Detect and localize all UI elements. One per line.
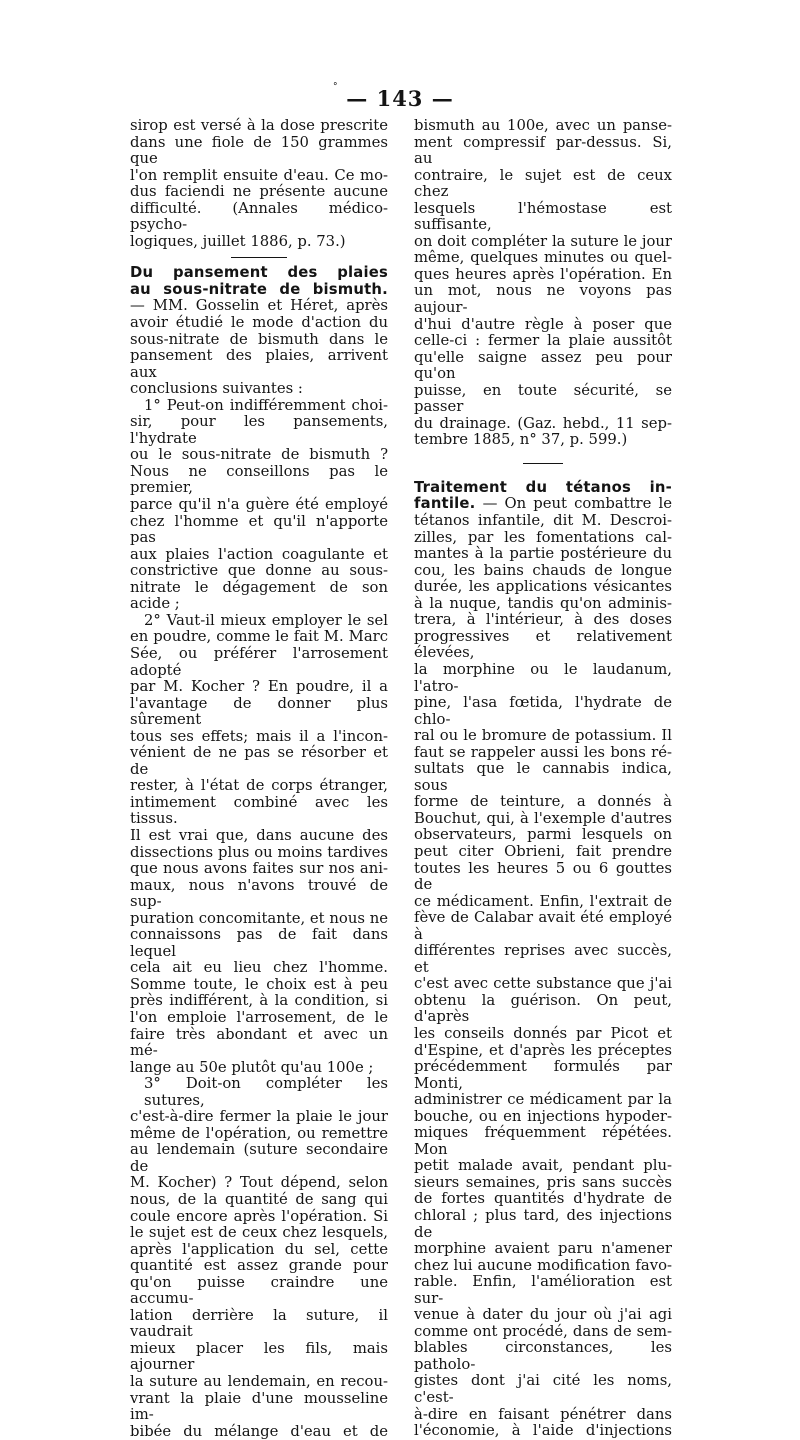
text-line: avoir étudié le mode d'action du bbox=[130, 314, 388, 332]
text-line: ment compressif par-dessus. Si, au bbox=[414, 133, 672, 168]
text-line: différentes reprises avec succès, et bbox=[414, 942, 672, 976]
text-line: puration concomitante, et nous ne bbox=[130, 909, 388, 927]
page-number: — 143 — bbox=[346, 86, 454, 111]
text-line: lesquels l'hémostase est suffisante, bbox=[414, 199, 672, 234]
text-line: conclusions suivantes : bbox=[130, 380, 303, 398]
paragraph-tetanos bbox=[414, 480, 672, 1440]
text-line: venue à dater du jour où j'ai agi bbox=[414, 1306, 672, 1324]
text-line: administrer ce médicament par la bbox=[414, 1091, 672, 1109]
text-line: lange au 50e plutôt qu'au 100e ; bbox=[130, 1058, 374, 1076]
text-line: peut citer Obrieni, fait prendre bbox=[414, 842, 672, 860]
text-line: coule encore après l'opération. Si bbox=[130, 1207, 388, 1225]
text-line: dissections plus ou moins tardives bbox=[130, 843, 388, 861]
text-line: trera, à l'intérieur, à des doses bbox=[414, 611, 672, 629]
text-line: cou, les bains chauds de longue bbox=[414, 561, 672, 579]
header-mark: ° bbox=[333, 82, 339, 92]
text-line: c'est avec cette substance que j'ai bbox=[414, 975, 672, 993]
paragraph-point-2 bbox=[130, 613, 388, 1076]
text-line: dus faciendi ne présente aucune bbox=[130, 183, 388, 201]
section-heading-bismuth bbox=[130, 265, 388, 298]
text-line: même, quelques minutes ou quel- bbox=[414, 249, 672, 267]
text-fragment: — On peut combattre le bbox=[482, 495, 672, 513]
text-line: qu'on puisse craindre une accumu- bbox=[130, 1273, 388, 1308]
text-line: au lendemain (suture secondaire de bbox=[130, 1141, 388, 1175]
text-line: morphine avaient paru n'amener bbox=[414, 1240, 672, 1258]
text-line: sultats que le cannabis indica, sous bbox=[414, 760, 672, 794]
paragraph-point-1 bbox=[130, 398, 388, 613]
text-line: pansement des plaies, arrivent aux bbox=[130, 347, 388, 381]
paragraph-gosselin bbox=[130, 298, 388, 397]
text-line: maux, nous n'avons trouvé de sup- bbox=[130, 876, 388, 911]
text-line: rable. Enfin, l'amélioration est sur- bbox=[414, 1273, 672, 1307]
text-line: faut se rappeler aussi les bons ré- bbox=[414, 743, 672, 761]
text-line: faire très abondant et avec un mé- bbox=[130, 1025, 388, 1060]
text-line: précédemment formulés par Monti, bbox=[414, 1058, 672, 1092]
text-line: logiques, juillet 1886, p. 73.) bbox=[130, 232, 346, 250]
text-line: sous-nitrate de bismuth dans le bbox=[130, 330, 388, 348]
text-line: d'hui d'autre règle à poser que bbox=[414, 315, 672, 333]
text-line: l'on emploie l'arrosement, de le bbox=[130, 1008, 388, 1026]
text-line: progressives et relativement élevées, bbox=[414, 627, 672, 662]
text-line: parce qu'il n'a guère été employé bbox=[130, 496, 388, 514]
text-line: sirop est versé à la dose prescrite bbox=[130, 117, 388, 134]
text-line: aux plaies l'action coagulante et bbox=[130, 545, 388, 563]
text-line: sieurs semaines, pris sans succès bbox=[414, 1173, 672, 1191]
text-line: Il est vrai que, dans aucune des bbox=[130, 826, 388, 844]
text-line: ce médicament. Enfin, l'extrait de bbox=[414, 892, 672, 910]
text-line: mantes à la partie postérieure du bbox=[414, 545, 672, 563]
text-line: l'avantage de donner plus sûrement bbox=[130, 694, 388, 729]
text-line: tous ses effets; mais il a l'incon- bbox=[130, 727, 388, 745]
text-line: connaissons pas de fait dans lequel bbox=[130, 926, 388, 960]
text-line: bismuth au 100e, avec un panse- bbox=[414, 117, 672, 134]
paragraph-sirop bbox=[130, 118, 388, 250]
text-line: celle-ci : fermer la plaie aussitôt bbox=[414, 332, 672, 350]
text-line: même de l'opération, ou remettre bbox=[130, 1124, 388, 1142]
text-line: Sée, ou préférer l'arrosement adopté bbox=[130, 644, 388, 679]
text-line: chez l'homme et qu'il n'apporte pas bbox=[130, 512, 388, 547]
text-line: petit malade avait, pendant plu- bbox=[414, 1157, 672, 1175]
text-line: que nous avons faites sur nos ani- bbox=[130, 860, 388, 878]
text-line: ques heures après l'opération. En bbox=[414, 265, 672, 283]
text-line: bibée du mélange d'eau et de bbox=[130, 1422, 388, 1440]
text-line: l'économie, à l'aide d'injections bbox=[414, 1422, 672, 1440]
text-line: fève de Calabar avait été employé à bbox=[414, 909, 672, 943]
text-line: près indifférent, à la condition, si bbox=[130, 992, 388, 1010]
text-line: 3° Doit-on compléter les sutures, bbox=[144, 1075, 388, 1109]
text-line: zilles, par les fomentations cal- bbox=[414, 528, 672, 546]
text-line: observateurs, parmi lesquels on bbox=[414, 826, 672, 844]
text-line: gistes dont j'ai cité les noms, c'est- bbox=[414, 1372, 672, 1407]
text-line: tembre 1885, n° 37, p. 599.) bbox=[414, 431, 628, 449]
text-line: en poudre, comme le fait M. Marc bbox=[130, 628, 388, 646]
text-line bbox=[414, 496, 672, 513]
text-line: intimement combiné avec les tissus. bbox=[130, 793, 388, 828]
heading-line: au sous-nitrate de bismuth. bbox=[130, 280, 388, 298]
section-divider bbox=[231, 257, 287, 258]
text-line: Somme toute, le choix est à peu bbox=[130, 975, 388, 993]
paragraph-bismuth-continued bbox=[414, 118, 672, 449]
heading-continuation: fantile. bbox=[414, 495, 476, 513]
heading-line: Du pansement des plaies bbox=[130, 264, 388, 282]
page-header bbox=[0, 82, 800, 111]
text-line: quantité est assez grande pour bbox=[130, 1257, 388, 1275]
text-line: pine, l'asa fœtida, l'hydrate de chlo- bbox=[414, 694, 672, 728]
text-line: 1° Peut-on indifféremment choi- bbox=[144, 396, 388, 414]
text-line: durée, les applications vésicantes bbox=[414, 578, 672, 596]
text-line: on doit compléter la suture le jour bbox=[414, 232, 672, 250]
text-line: à la nuque, tandis qu'on adminis- bbox=[414, 594, 672, 612]
text-line: nous, de la quantité de sang qui bbox=[130, 1191, 388, 1208]
text-line: un mot, nous ne voyons pas aujour- bbox=[414, 282, 672, 317]
text-line: d'Espine, et d'après les préceptes bbox=[414, 1041, 672, 1059]
text-line: la morphine ou le laudanum, l'atro- bbox=[414, 660, 672, 695]
text-line: vrant la plaie d'une mousseline im- bbox=[130, 1389, 388, 1424]
text-line: blables circonstances, les patholo- bbox=[414, 1339, 672, 1373]
text-line: les conseils donnés par Picot et bbox=[414, 1024, 672, 1042]
text-line: rester, à l'état de corps étranger, bbox=[130, 777, 388, 795]
text-line: comme ont procédé, dans de sem- bbox=[414, 1322, 672, 1340]
text-line: 2° Vaut-il mieux employer le sel bbox=[144, 611, 388, 629]
section-divider bbox=[523, 463, 563, 464]
text-line: c'est-à-dire fermer la plaie le jour bbox=[130, 1108, 388, 1126]
text-line: bouche, ou en injections hypoder- bbox=[414, 1107, 672, 1125]
text-line: — MM. Gosselin et Héret, après bbox=[130, 297, 388, 315]
text-line: Nous ne conseillons pas le premier, bbox=[130, 462, 388, 497]
text-line: nitrate le dégagement de son acide ; bbox=[130, 578, 388, 613]
text-line: la suture au lendemain, en recou- bbox=[130, 1373, 388, 1391]
text-line: ou le sous-nitrate de bismuth ? bbox=[130, 446, 388, 464]
text-line: forme de teinture, a donnés à bbox=[414, 793, 672, 811]
right-column bbox=[414, 118, 672, 1440]
text-line: puisse, en toute sécurité, se passer bbox=[414, 381, 672, 416]
text-line: M. Kocher) ? Tout dépend, selon bbox=[130, 1174, 388, 1192]
text-line: cela ait eu lieu chez l'homme. bbox=[130, 959, 388, 977]
text-line: Bouchut, qui, à l'exemple d'autres bbox=[414, 809, 672, 827]
text-line: chloral ; plus tard, des injections de bbox=[414, 1207, 672, 1241]
text-line: mieux placer les fils, mais ajourner bbox=[130, 1339, 388, 1374]
text-line: après l'application du sel, cette bbox=[130, 1240, 388, 1258]
text-line: de fortes quantités d'hydrate de bbox=[414, 1190, 672, 1208]
text-line: qu'elle saigne assez peu pour qu'on bbox=[414, 348, 672, 383]
text-line: chez lui aucune modification favo- bbox=[414, 1256, 672, 1274]
text-line: toutes les heures 5 ou 6 gouttes de bbox=[414, 859, 672, 894]
text-line: lation derrière la suture, il vaudrait bbox=[130, 1306, 388, 1341]
left-column bbox=[130, 118, 388, 1440]
text-line: à-dire en faisant pénétrer dans bbox=[414, 1405, 672, 1423]
text-line: l'on remplit ensuite d'eau. Ce mo- bbox=[130, 166, 388, 184]
text-line: difficulté. (Annales médico-psycho- bbox=[130, 199, 388, 234]
text-line: par M. Kocher ? En poudre, il a bbox=[130, 678, 388, 696]
text-line: du drainage. (Gaz. hebd., 11 sep- bbox=[414, 414, 672, 432]
text-line: dans une fiole de 150 grammes que bbox=[130, 133, 388, 168]
text-line: obtenu la guérison. On peut, d'après bbox=[414, 991, 672, 1026]
text-line: miques fréquemment répétées. Mon bbox=[414, 1124, 672, 1158]
text-line: tétanos infantile, dit M. Descroi- bbox=[414, 512, 672, 530]
text-line: ral ou le bromure de potassium. Il bbox=[414, 727, 672, 745]
text-line: vénient de ne pas se résorber et de bbox=[130, 744, 388, 778]
text-line: contraire, le sujet est de ceux chez bbox=[414, 166, 672, 201]
text-line: constrictive que donne au sous- bbox=[130, 562, 388, 580]
text-line: le sujet est de ceux chez lesquels, bbox=[130, 1224, 388, 1242]
paragraph-point-3 bbox=[130, 1076, 388, 1440]
section-heading-tetanos: Traitement du tétanos in- bbox=[414, 478, 672, 496]
text-line: sir, pour les pansements, l'hydrate bbox=[130, 413, 388, 447]
